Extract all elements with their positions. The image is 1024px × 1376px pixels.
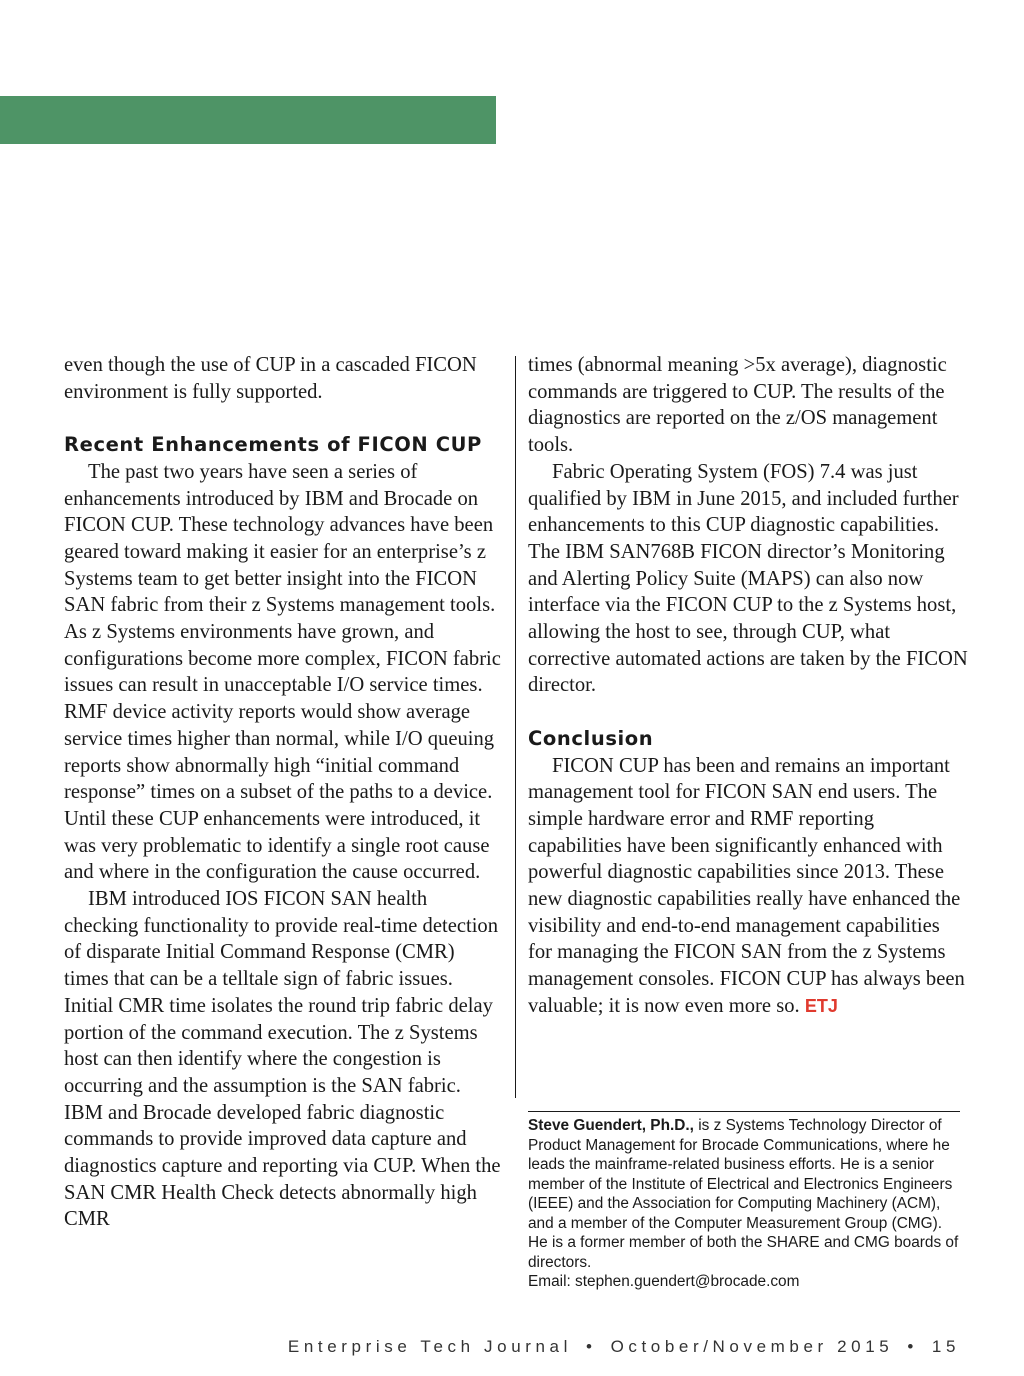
continued-paragraph: times (abnormal meaning >5x average), diagnostic commands are triggered to CUP. The results of the diagnostics are reported on the z/OS management tools. [528, 354, 947, 457]
body-paragraph: The past two years have seen a series of enhancements introduced by IBM and Brocade on FICON CUP. These technology advances have been geared toward making it easier for an enterprise’s z Systems team to get better insight into the FICON SAN fabric from their z Systems management tools. As z Systems environments have grown, and configurations become more complex, FICON fabric issues can result in unacceptable I/O service times. RMF device activity reports would show average service times higher than normal, while I/O queuing reports show abnormally high “initial command response” times on a subset of the paths to a device. Until these CUP enhancements were introduced, it was very problematic to identify a single root cause and where in the configuration the cause occurred. [64, 460, 501, 884]
section-heading: Recent Enhancements of FICON CUP [64, 433, 482, 457]
column-divider [515, 356, 516, 1098]
footer-publication: Enterprise Tech Journal [287, 1337, 572, 1356]
body-paragraph: Fabric Operating System (FOS) 7.4 was just qualified by IBM in June 2015, and included further enhancements to this CUP diagnostic capabilities. The IBM SAN768B FICON director’s Monitoring and Alerting Policy Suite (MAPS) can also now interface via the FICON CUP to the z Systems host, allowing the host to see, through CUP, what corrective automated actions are taken by the FICON director. [528, 460, 968, 697]
body-paragraph: IBM introduced IOS FICON SAN health checking functionality to provide real-time detection of disparate Initial Command Response (CMR) times that can be a telltale sign of fabric issues. Initial CMR time isolates the round trip fabric delay portion of the command execution. The z Systems host can then identify where the congestion is occurring and the assumption is the SAN fabric. IBM and Brocade developed fabric diagnostic commands to provide improved data capture and diagnostics capture and reporting via CUP. When the SAN CMR Health Check detects abnormally high CMR [64, 888, 501, 1231]
continued-paragraph: even though the use of CUP in a cascaded FICON environment is fully supported. [64, 354, 477, 403]
footer-issue: October/November 2015 [610, 1337, 894, 1356]
conclusion-text: FICON CUP has been and remains an important management tool for FICON SAN end users. The simple hardware error and RMF reporting capabilities have been significantly enhanced with powerful diagnostic capabilities since 2013. These new diagnostic capabilities really have enhanced the visibility and end-to-end management capabilities for managing the FICON SAN from the z Systems management consoles. FICON CUP has always been valuable; it is now even more so. [528, 754, 965, 1017]
bullet-separator: • [907, 1337, 918, 1356]
author-bio [528, 1116, 964, 1292]
paragraph-gap [528, 699, 968, 726]
author-bio-text: is z Systems Technology Director of Product Management for Brocade Communications, where he leads the mainframe-related business efforts. He is a senior member of the Institute of Electrical and Electronics Engineers (IEEE) and the Association for Computing Machinery (ACM), and a member of the Computer Measurement Group (CMG). He is a former member of both the SHARE and CMG boards of directors. [528, 1117, 959, 1271]
etj-end-mark: ETJ [804, 995, 838, 1016]
page-footer [288, 1337, 960, 1357]
conclusion-paragraph [528, 753, 968, 1020]
author-name: Steve Guendert, Ph.D., [528, 1117, 694, 1134]
page-number: 15 [931, 1337, 960, 1356]
author-email[interactable]: Email: stephen.guendert@brocade.com [528, 1273, 800, 1290]
conclusion-heading: Conclusion [528, 726, 654, 750]
right-column [528, 352, 968, 1020]
header-accent-bar [0, 96, 496, 144]
bio-divider [528, 1111, 960, 1112]
bullet-separator: • [586, 1337, 597, 1356]
left-column [64, 352, 504, 1233]
paragraph-gap [64, 405, 504, 432]
